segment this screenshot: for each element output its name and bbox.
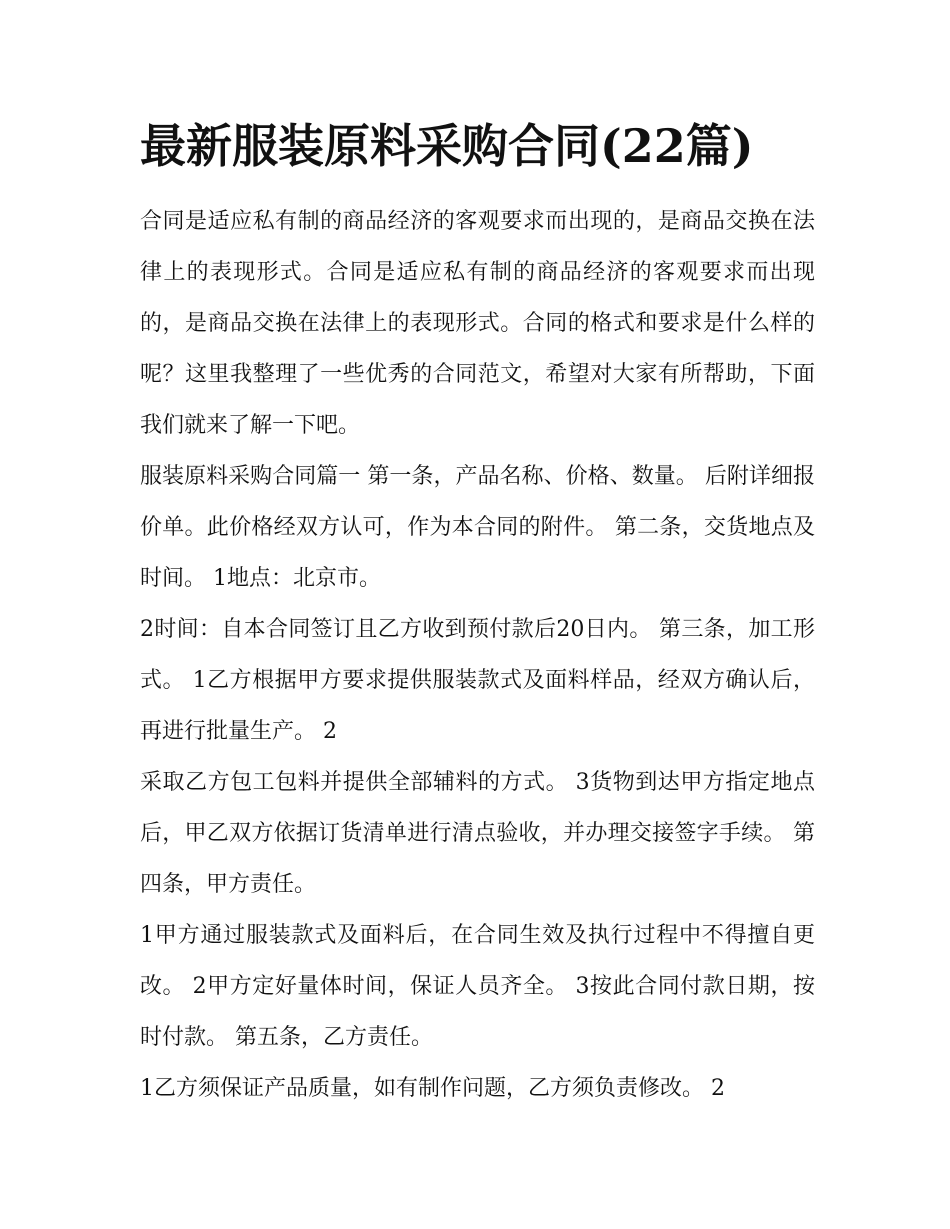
paragraph-article-5: 1乙方须保证产品质量，如有制作问题，乙方须负责修改。 2 (140, 1076, 725, 1101)
page-title: 最新服装原料采购合同(22篇) (140, 119, 754, 173)
document-page (140, 110, 815, 1114)
paragraph-intro: 合同是适应私有制的商品经济的客观要求而出现的，是商品交换在法律上的表现形式。合同是适应私有制的商品经济的客观要求而出现的，是商品交换在法律上的表现形式。合同的格式和要求是什么样的呢？这里我整理了一些优秀的合同范文，希望对大家有所帮助，下面我们就来了解一下吧。 (140, 209, 815, 438)
paragraph-article-3: 2时间：自本合同签订且乙方收到预付款后20日内。 第三条，加工形式。 1乙方根据甲方要求提供服装款式及面料样品，经双方确认后，再进行批量生产。 2 (140, 617, 815, 744)
paragraph-article-4: 1甲方通过服装款式及面料后，在合同生效及执行过程中不得擅自更改。 2甲方定好量体时间，保证人员齐全。 3按此合同付款日期，按时付款。 第五条，乙方责任。 (140, 923, 815, 1050)
paragraph-article-1-2: 服装原料采购合同篇一 第一条，产品名称、价格、数量。 后附详细报价单。此价格经双方认可，作为本合同的附件。 第二条，交货地点及时间。 1地点：北京市。 (140, 464, 815, 591)
paragraph-article-3-cont: 采取乙方包工包料并提供全部辅料的方式。 3货物到达甲方指定地点后，甲乙双方依据订货清单进行清点验收，并办理交接签字手续。 第四条，甲方责任。 (140, 770, 815, 897)
